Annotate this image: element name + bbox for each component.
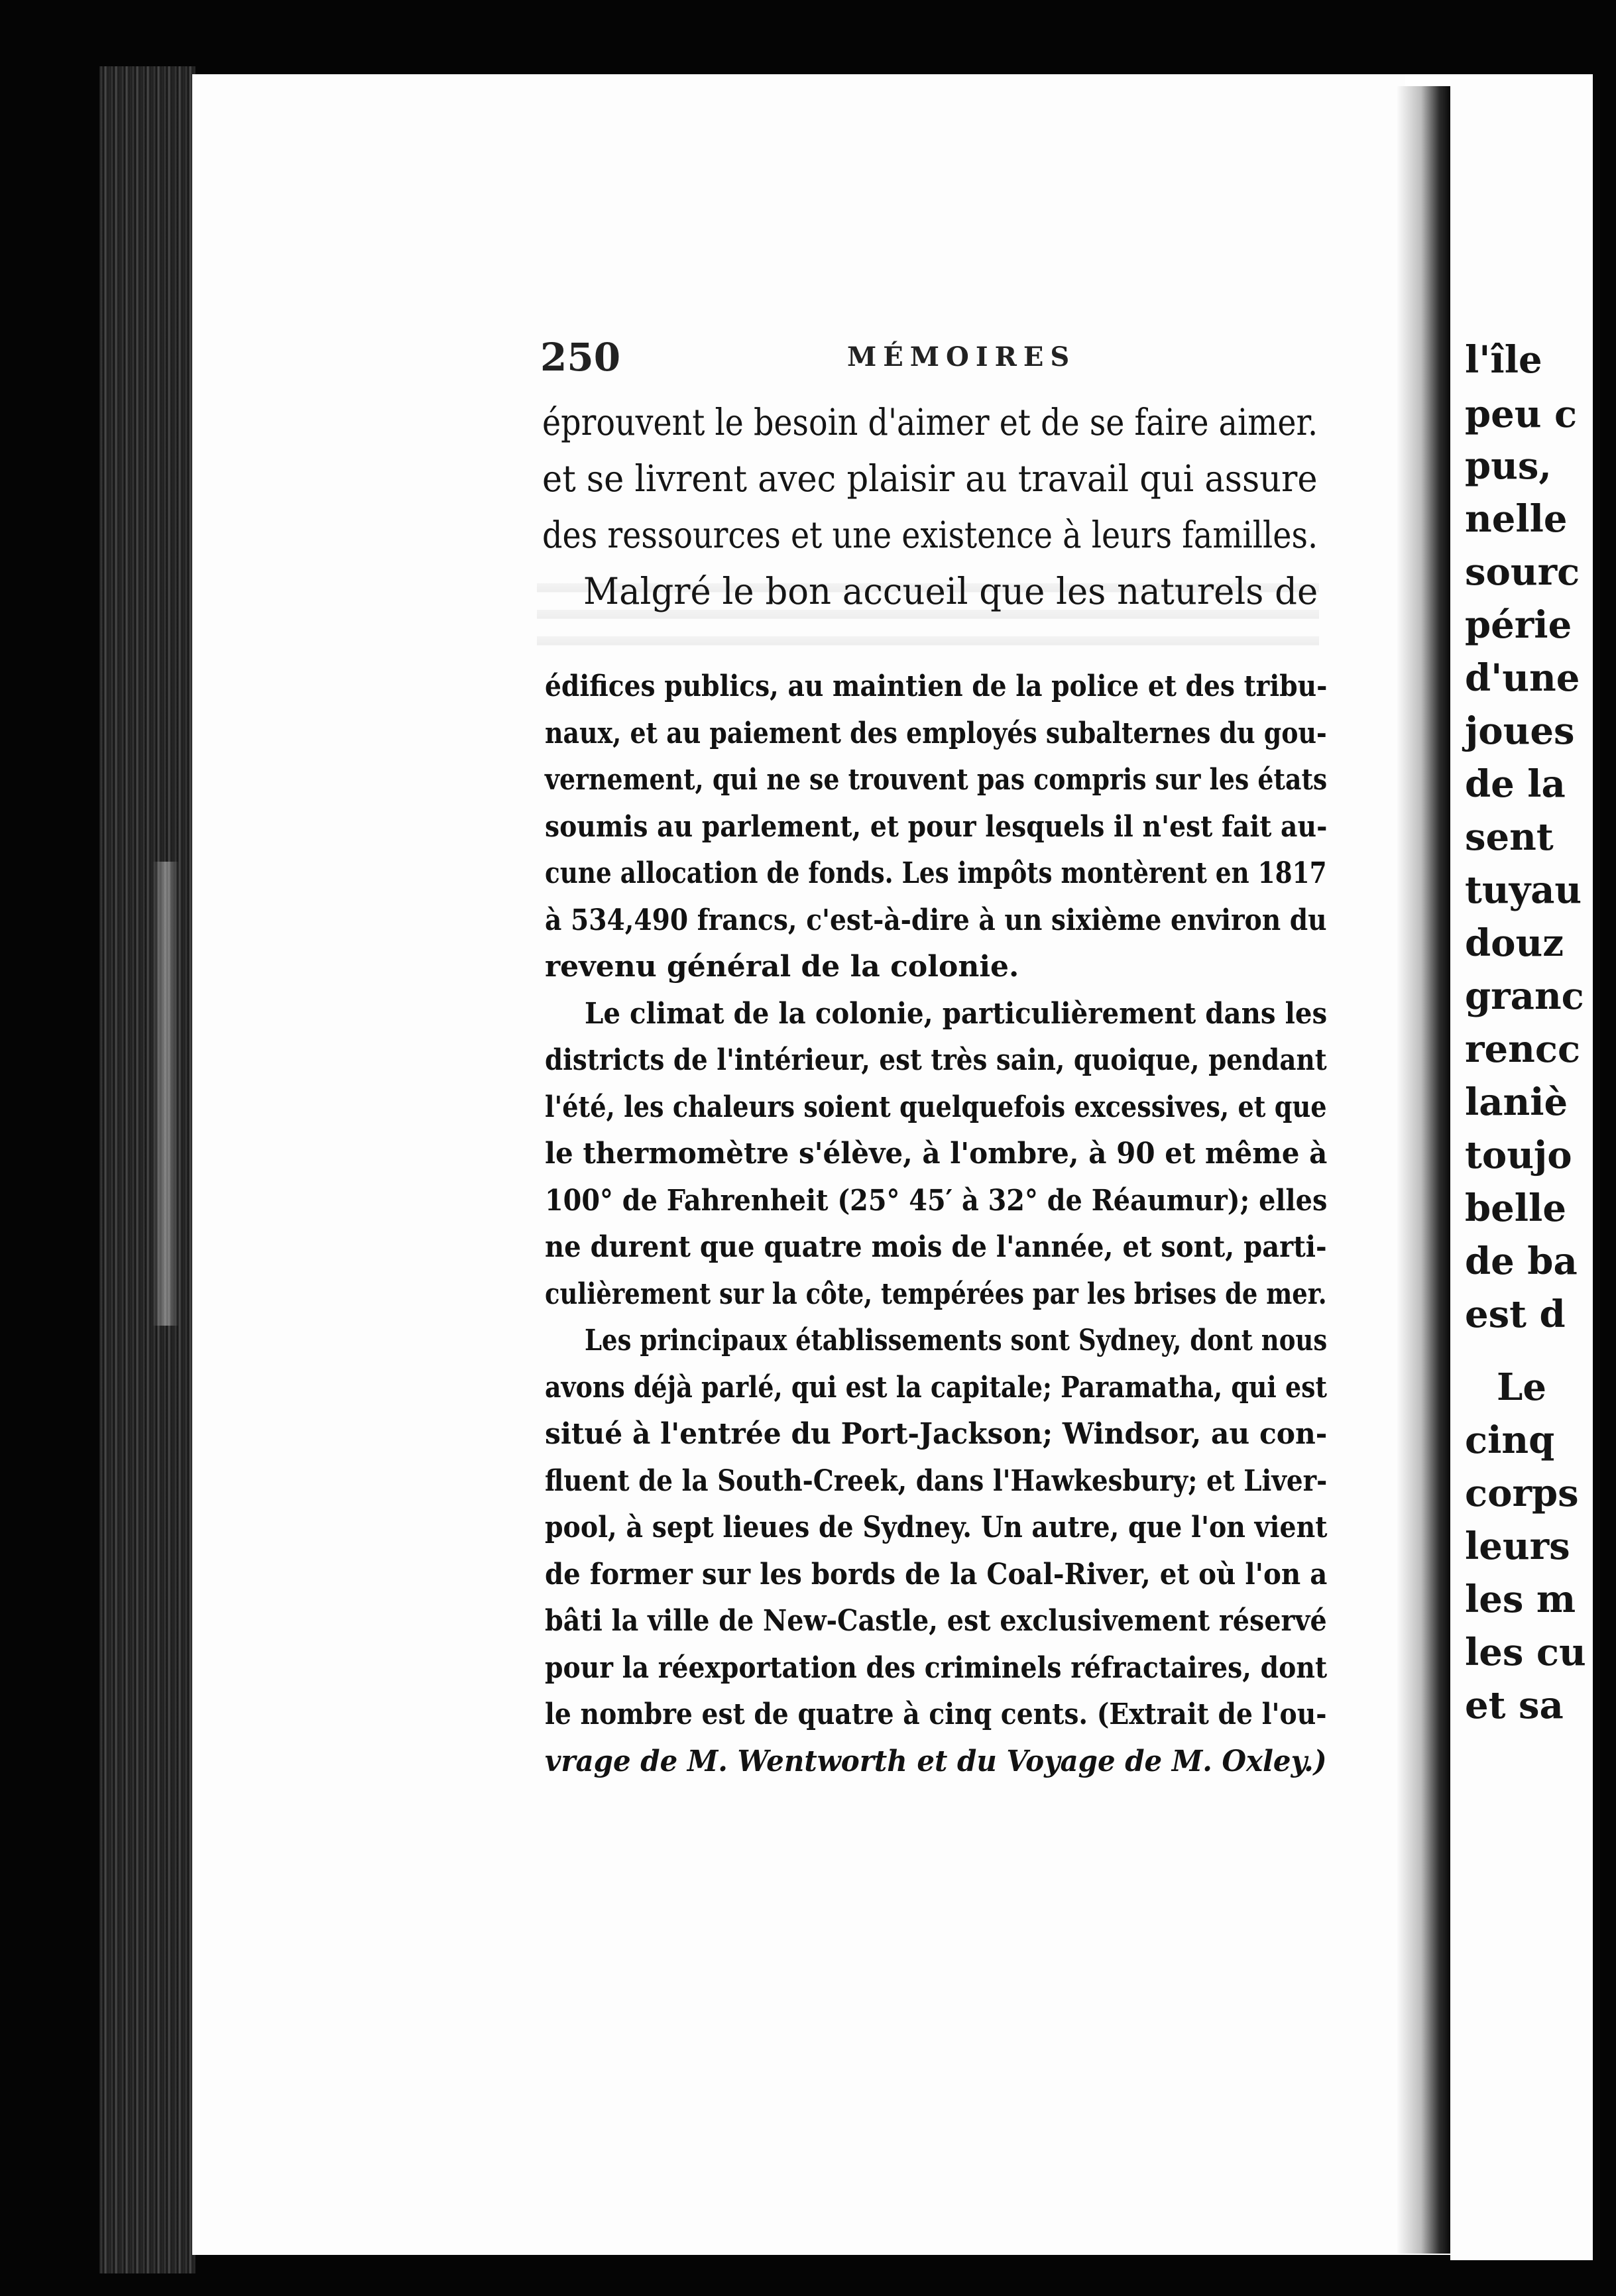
facing-page-line: est d: [1465, 1292, 1566, 1336]
footnote-line: revenu général de la colonie.: [545, 950, 1019, 984]
facing-page-line: sourc: [1465, 550, 1580, 594]
main-text-line: éprouvent le besoin d'aimer et de se faire aimer.: [542, 401, 1318, 443]
facing-page-line: l'île: [1465, 338, 1542, 382]
facing-page-line: les m: [1465, 1578, 1576, 1621]
facing-page-line: douz: [1465, 921, 1564, 965]
facing-page-line: granc: [1465, 974, 1584, 1018]
footnote-line: vernement, qui ne se trouvent pas compris sur les états: [545, 763, 1328, 797]
facing-page-line: laniè: [1465, 1080, 1568, 1124]
footnote-line: Les principaux établissements sont Sydney, dont nous: [585, 1324, 1328, 1357]
facing-page-line: cinq: [1465, 1418, 1555, 1462]
scan-margin-left: [0, 0, 99, 2296]
footnote-line: bâti la ville de New-Castle, est exclusivement réservé: [545, 1604, 1327, 1638]
facing-page-line: corps: [1465, 1471, 1579, 1515]
scan-margin-top: [0, 0, 1616, 74]
facing-page-line: tuyau: [1465, 868, 1582, 912]
page-number: 250: [540, 335, 621, 380]
footnote-line: naux, et au paiement des employés subalternes du gou-: [545, 716, 1327, 750]
facing-page-line: de ba: [1465, 1239, 1578, 1283]
facing-page-line: et sa: [1465, 1684, 1564, 1727]
facing-page: [1450, 80, 1593, 2260]
book-edge-highlight: [152, 862, 179, 1326]
page-gutter: [1397, 86, 1450, 2254]
book-left-edge: [99, 66, 196, 2273]
main-text-line: des ressources et une existence à leurs familles.: [542, 514, 1318, 556]
facing-page-line: nelle: [1465, 497, 1568, 541]
footnote-line: pour la réexportation des criminels réfractaires, dont: [545, 1650, 1328, 1685]
facing-page-line: peu c: [1465, 392, 1578, 436]
footnote-line: le thermomètre s'élève, à l'ombre, à 90 et même à: [545, 1137, 1328, 1171]
facing-page-line: de la: [1465, 762, 1566, 806]
scan-margin-right: [1593, 0, 1616, 2296]
footnote-line: soumis au parlement, et pour lesquels il n'est fait au-: [545, 809, 1328, 844]
footnote-line: de former sur les bords de la Coal-River, et où l'on a: [545, 1557, 1328, 1591]
facing-page-line: belle: [1465, 1186, 1566, 1230]
footnote-line: pool, à sept lieues de Sydney. Un autre, que l'on vient: [545, 1511, 1328, 1544]
footnote-line: 100° de Fahrenheit (25° 45′ à 32° de Réaumur); elles: [545, 1183, 1328, 1218]
footnote-line: l'été, les chaleurs soient quelquefois excessives, et que: [545, 1090, 1327, 1124]
facing-page-line: les cu: [1465, 1631, 1586, 1674]
footnote-line: Le climat de la colonie, particulièrement dans les: [585, 996, 1328, 1031]
facing-page-line: pus,: [1465, 444, 1552, 488]
footnote-line: culièrement sur la côte, tempérées par les brises de mer.: [545, 1277, 1327, 1311]
main-text-line: Malgré le bon accueil que les naturels de: [583, 570, 1318, 612]
running-head: MÉMOIRES: [847, 341, 1076, 373]
facing-page-line: toujo: [1465, 1133, 1572, 1177]
footnote-line: ne durent que quatre mois de l'année, et sont, parti-: [545, 1230, 1327, 1264]
scan-margin-bottom: [0, 2255, 1616, 2296]
facing-page-line: d'une: [1465, 656, 1580, 700]
facing-page-line: joues: [1465, 709, 1575, 753]
facing-page-line: périe: [1465, 603, 1572, 647]
footnote-line: le nombre est de quatre à cinq cents. (Extrait de l'ou-: [545, 1697, 1327, 1731]
facing-page-line: rencc: [1465, 1027, 1581, 1071]
facing-page-line: leurs: [1465, 1524, 1570, 1568]
facing-page-line: Le: [1497, 1365, 1547, 1409]
footnote-line: vrage de M. Wentworth et du Voyage de M. Oxley.): [545, 1744, 1327, 1778]
footnote-line: fluent de la South-Creek, dans l'Hawkesbury; et Liver-: [545, 1464, 1328, 1498]
footnote-line: à 534,490 francs, c'est-à-dire à un sixième environ du: [545, 903, 1327, 937]
footnote-line: situé à l'entrée du Port-Jackson; Windsor, au con-: [545, 1417, 1328, 1451]
facing-page-line: sent: [1465, 815, 1554, 859]
footnote-line: édifices publics, au maintien de la police et des tribu-: [545, 669, 1328, 703]
main-text-line: et se livrent avec plaisir au travail qui assure: [542, 457, 1318, 500]
footnote-line: districts de l'intérieur, est très sain, quoique, pendant: [545, 1043, 1327, 1077]
footnote-line: avons déjà parlé, qui est la capitale; Paramatha, qui est: [545, 1370, 1327, 1405]
footnote-line: cune allocation de fonds. Les impôts montèrent en 1817: [545, 856, 1327, 890]
